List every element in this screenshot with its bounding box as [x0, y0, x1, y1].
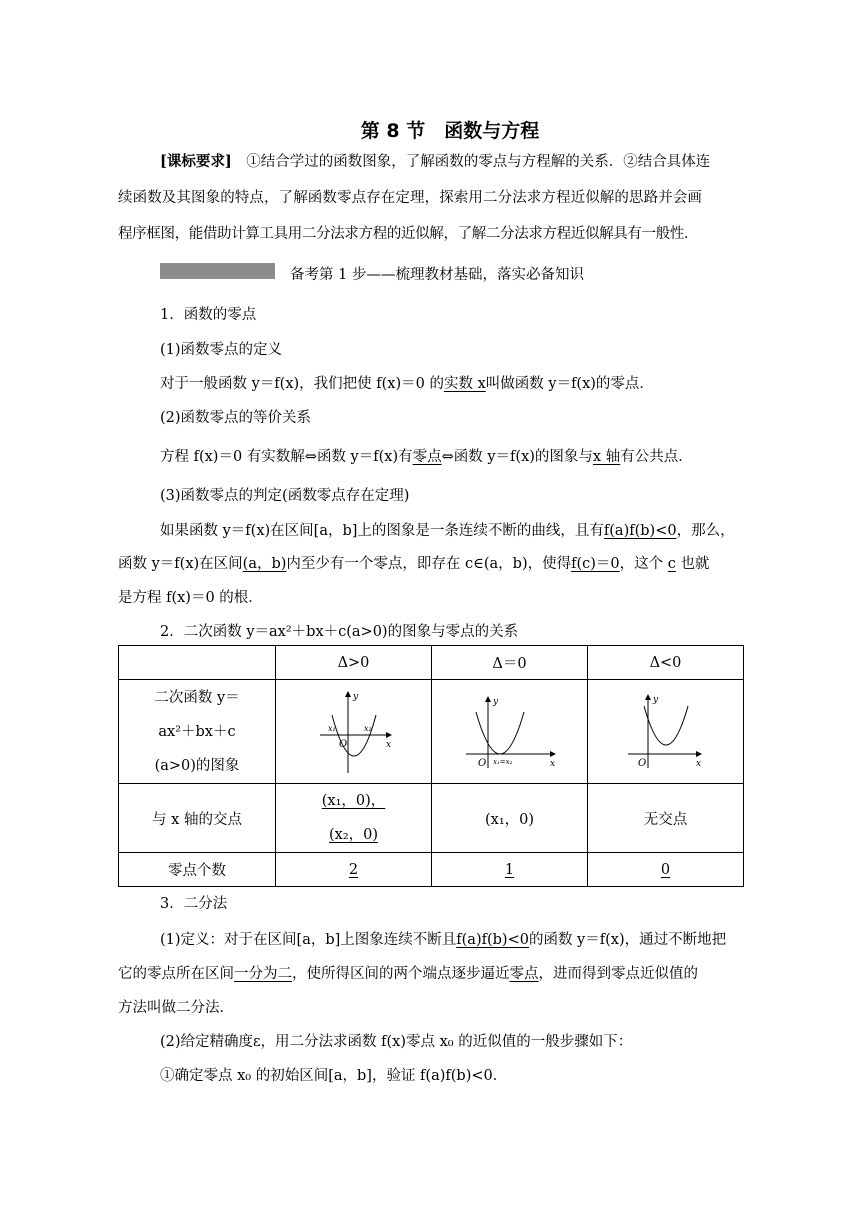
count-two: 2: [276, 853, 432, 887]
graph-no-root: [588, 680, 744, 784]
table-header-pos: Δ>0: [276, 646, 432, 680]
table-row-label-intersection: 与 x 轴的交点: [119, 784, 276, 853]
s2-heading: 2．二次函数 y＝ax²＋bx＋c(a>0)的图象与零点的关系: [160, 624, 519, 640]
svg-text:x: x: [695, 758, 701, 769]
table-header-neg: Δ<0: [588, 646, 744, 680]
def-underlined: 实数 x: [443, 376, 486, 392]
graph-one-root: [432, 680, 588, 784]
count-one: 1: [432, 853, 588, 887]
bisection-steps-intro: (2)给定精确度ε，用二分法求函数 f(x)零点 x₀ 的近似值的一般步骤如下：: [160, 1034, 633, 1050]
bisection-def-1: (1)定义：对于在区间[a，b]上图象连续不断且f(a)f(b)<0的函数 y＝f(x)，通过不断地把: [160, 932, 727, 948]
svg-text:x: x: [385, 739, 391, 750]
th-underlined-4: c: [667, 556, 676, 572]
eq-underlined-1: 零点: [412, 449, 442, 465]
theorem-line-3: 是方程 f(x)＝0 的根．: [118, 590, 263, 606]
svg-text:x₂: x₂: [363, 723, 372, 733]
svg-text:y: y: [492, 696, 498, 707]
quadratic-table: [118, 645, 744, 887]
requirement-line-2: 续函数及其图象的特点，了解函数零点存在定理，探索用二分法求方程近似解的思路并会画: [118, 190, 702, 206]
bisection-step-1: ①确定零点 x₀ 的初始区间[a，b]，验证 f(a)f(b)<0．: [160, 1068, 508, 1084]
bisection-def-3: 方法叫做二分法．: [118, 1000, 234, 1016]
theorem-line-1: 如果函数 y＝f(x)在区间[a，b]上的图象是一条连续不断的曲线，且有f(a)f(b)<0，那么，: [160, 523, 735, 539]
svg-text:O: O: [477, 757, 486, 769]
intersection-two: (x₁，0)， (x₂，0): [276, 784, 432, 853]
zero-definition: 对于一般函数 y＝f(x)，我们把使 f(x)＝0 的实数 x叫做函数 y＝f(x)的零点．: [160, 376, 654, 392]
requirement-line-1: [160, 150, 710, 171]
bisection-underlined-2: 一分为二: [234, 966, 292, 982]
svg-text:O: O: [338, 738, 347, 750]
section-banner: 备考第 1 步——梳理教材基础，落实必备知识: [290, 267, 584, 283]
th-underlined-3: f(c)＝0: [571, 556, 620, 572]
table-row-label-graph: 二次函数 y＝ ax²＋bx＋c (a>0)的图象: [119, 680, 276, 784]
svg-text:x: x: [549, 758, 555, 769]
s1-heading: 1．函数的零点: [160, 307, 257, 323]
table-row-count: [119, 853, 744, 887]
requirement-text-1: ①结合学过的函数图象，了解函数的零点与方程解的关系．②结合具体连: [246, 154, 711, 170]
theorem-line-2: 函数 y＝f(x)在区间(a，b)内至少有一个零点，即存在 c∈(a，b)，使得f(c)＝0，这个 c 也就: [118, 556, 710, 572]
s1-sub1: (1)函数零点的定义: [160, 342, 283, 358]
section-banner-bar: [160, 263, 275, 279]
bisection-underlined-3: 零点: [509, 966, 539, 982]
requirement-line-3: 程序框图，能借助计算工具用二分法求方程的近似解，了解二分法求方程近似解具有一般性．: [118, 226, 699, 242]
table-header-zero: Δ＝0: [432, 646, 588, 680]
svg-text:x₁: x₁: [327, 723, 336, 733]
svg-text:y: y: [352, 691, 358, 702]
table-row-label-count: 零点个数: [119, 853, 276, 887]
s1-sub3: (3)函数零点的判定(函数零点存在定理): [160, 488, 410, 504]
svg-text:x₁=x₂: x₁=x₂: [492, 757, 512, 766]
count-zero: 0: [588, 853, 744, 887]
requirement-tag: [课标要求]: [160, 153, 232, 170]
intersection-none: 无交点: [588, 784, 744, 853]
table-header-empty: [119, 646, 276, 680]
s1-sub2: (2)函数零点的等价关系: [160, 410, 312, 426]
intersection-one: (x₁，0): [432, 784, 588, 853]
th-underlined-1: f(a)f(b)<0: [603, 523, 677, 539]
bisection-underlined-1: f(a)f(b)<0: [456, 932, 529, 948]
graph-two-roots: [276, 680, 432, 784]
page-title: 第 8 节 函数与方程: [360, 120, 540, 142]
th-underlined-2: (a，b): [242, 556, 287, 572]
bisection-def-2: 它的零点所在区间一分为二，使所得区间的两个端点逐步逼近零点，进而得到零点近似值的: [118, 966, 698, 982]
table-header-row: [119, 646, 744, 680]
table-row-intersection: [119, 784, 744, 853]
eq-underlined-2: x 轴: [592, 449, 621, 465]
svg-text:y: y: [652, 694, 658, 705]
s3-heading: 3．二分法: [160, 896, 228, 912]
svg-text:O: O: [637, 757, 646, 769]
equivalence: 方程 f(x)＝0 有实数解⇔函数 y＝f(x)有零点⇔函数 y＝f(x)的图象与x 轴有公共点．: [160, 449, 693, 465]
table-row-graph: [119, 680, 744, 784]
